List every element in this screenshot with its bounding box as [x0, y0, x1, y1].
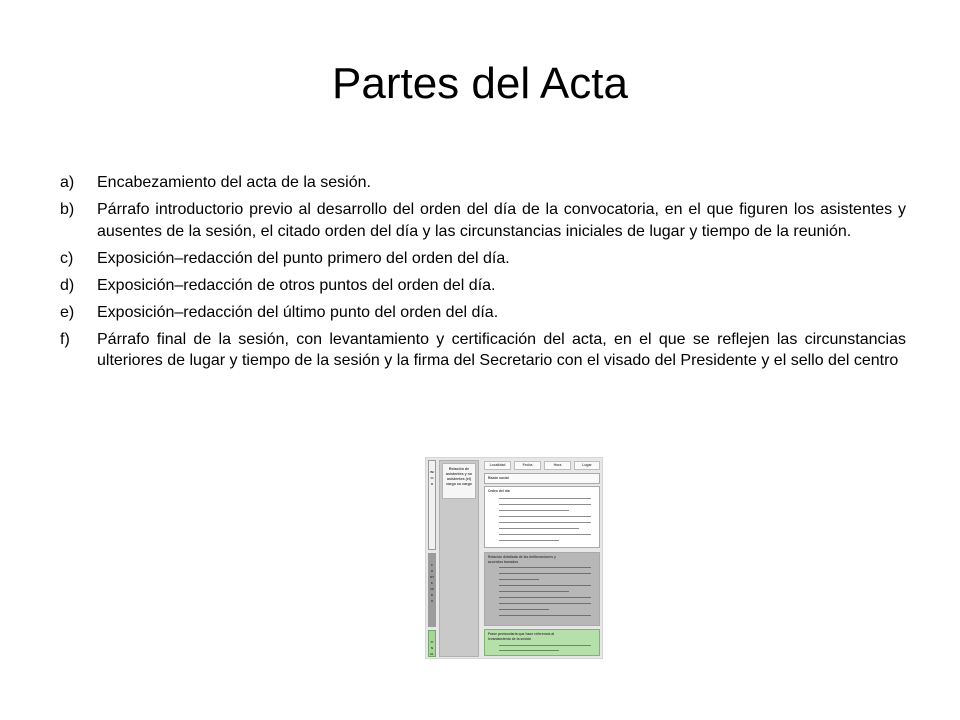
form-line	[499, 540, 559, 541]
form-line	[499, 579, 539, 580]
final-label: Frase protocolaria que hace referencia al levantamiento de la sesión	[488, 632, 555, 641]
section-label: CONTENIDO	[430, 563, 434, 603]
orden-del-dia-label: Orden del día	[488, 489, 510, 493]
list-item	[60, 275, 906, 297]
list-item-text: Encabezamiento del acta de la sesión.	[97, 174, 371, 191]
form-line	[499, 510, 569, 511]
razon-social-label: Razón social	[488, 476, 509, 480]
list-marker: b)	[60, 201, 75, 218]
form-line	[499, 645, 591, 646]
form-line	[499, 650, 559, 651]
form-line	[499, 591, 569, 592]
final-box	[484, 629, 600, 656]
form-line	[499, 516, 591, 517]
list-item	[60, 329, 906, 372]
form-line	[499, 528, 579, 529]
list-item-text: Exposición–redacción del último punto del orden del día.	[97, 303, 499, 321]
form-line	[499, 597, 591, 598]
list-item-text: Exposición–redacción de otros puntos del orden del día.	[97, 276, 496, 294]
section-label: INICIO	[430, 470, 434, 486]
header-cell-hora: Hora	[544, 461, 571, 470]
form-line	[499, 573, 591, 574]
form-line	[499, 504, 591, 505]
slide-title: Partes del Acta	[332, 59, 628, 108]
list-marker: f)	[60, 330, 70, 348]
list-item-text: Párrafo final de la sesión, con levantamiento y certificación del acta, en el que se reflejen las circunstancias ulteriores de lugar y tiempo de la sesión y la firma del Secretario con el visado del Presidente y el sello del centro	[97, 330, 906, 369]
section-contenido-tab	[428, 553, 436, 627]
form-line	[499, 609, 549, 610]
section-label: FINAL	[430, 640, 434, 656]
list-item	[60, 302, 906, 324]
acta-form-image	[425, 457, 603, 659]
form-line	[499, 567, 591, 568]
attendees-header: Relación de asistentes y no asistentes (el) cargo su cargo	[442, 463, 476, 499]
list-marker: d)	[60, 276, 75, 294]
list-item	[60, 199, 906, 242]
list-marker: e)	[60, 303, 75, 321]
attendees-column	[439, 460, 479, 657]
form-line	[499, 603, 591, 604]
razon-social-box	[484, 473, 600, 484]
header-cell-lugar: Lugar	[574, 461, 600, 470]
list-item-text: Párrafo introductorio previo al desarrollo del orden del día de la convocatoria, en el que figuren los asistentes y ausentes de la sesión, el citado orden del día y las circunstancias iniciales de lugar y tiempo de la reunión.	[97, 201, 906, 240]
relacion-label: Relación detallada de las deliberaciones y acuerdos tomados	[488, 555, 556, 564]
header-cell-localidad: Localidad	[484, 461, 511, 470]
section-inicio-tab	[428, 460, 436, 550]
list-item-text: Exposición–redacción del punto primero del orden del día.	[97, 249, 510, 267]
list-item	[60, 248, 906, 270]
list-marker: a)	[60, 174, 75, 191]
form-line	[499, 534, 591, 535]
list-item	[60, 172, 906, 194]
list-marker: c)	[60, 249, 74, 267]
acta-parts-list	[60, 172, 906, 377]
form-line	[499, 522, 591, 523]
form-line	[499, 498, 591, 499]
relacion-box	[484, 552, 600, 626]
orden-del-dia-box	[484, 486, 600, 548]
form-line	[499, 615, 591, 616]
form-line	[499, 585, 591, 586]
header-cell-fecha: Fecha	[514, 461, 541, 470]
section-final-tab	[428, 630, 436, 657]
